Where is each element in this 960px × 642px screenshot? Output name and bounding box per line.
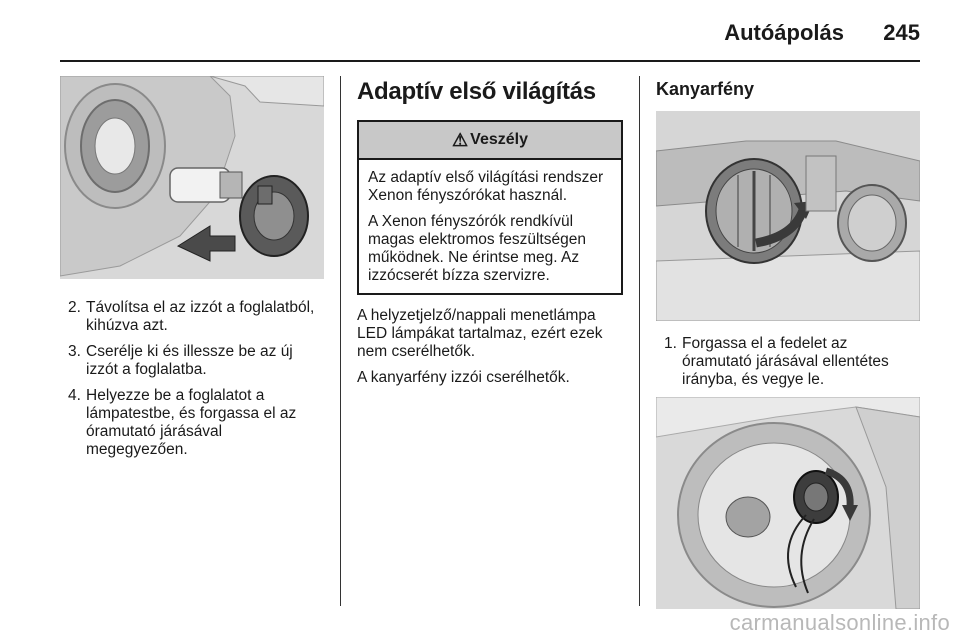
column-middle <box>357 76 623 395</box>
section-title: Autóápolás <box>724 20 844 45</box>
list-item: 1. Forgassa el a fedelet az óramutató járásával ellentétes irányba, és vegye le. <box>664 335 889 388</box>
cornering-light-bulb-illustration <box>656 397 920 609</box>
header-rule <box>60 60 920 62</box>
warning-body <box>359 160 621 293</box>
warning-label: Veszély <box>470 131 528 148</box>
section-heading: Adaptív első világítás <box>357 78 596 105</box>
watermark: carmanualsonline.info <box>729 610 950 635</box>
warning-box <box>357 120 623 295</box>
page-number: 245 <box>883 20 920 45</box>
column-right <box>656 76 920 609</box>
warning-paragraph: A Xenon fényszórók rendkívül magas elektromos feszültségen működnek. Ne érintse meg. Az izzócserét bízza szervizre. <box>368 213 586 284</box>
paragraph: A helyzetjelző/nappali menetlámpa LED lámpákat tartalmaz, ezért ezek nem cserélhetők. <box>357 307 603 360</box>
column-left <box>60 76 324 467</box>
warning-paragraph: Az adaptív első világítási rendszer Xenon fényszórókat használ. <box>368 169 604 204</box>
cornering-light-cover-illustration <box>656 111 920 321</box>
column-divider <box>340 76 341 606</box>
bulb-removal-illustration <box>60 76 324 279</box>
list-item: 3. Cserélje ki és illessze be az új izzót a foglalatba. <box>68 343 293 378</box>
column-divider <box>639 76 640 606</box>
page-header <box>0 0 960 64</box>
warning-triangle-icon: ⚠ <box>452 129 469 150</box>
subsection-heading: Kanyarfény <box>656 79 755 99</box>
body-text <box>357 307 623 387</box>
warning-header <box>359 122 621 160</box>
step-list <box>656 335 920 389</box>
step-list <box>60 299 324 459</box>
paragraph: A kanyarfény izzói cserélhetők. <box>357 369 570 386</box>
list-item: 2. Távolítsa el az izzót a foglalatból, kihúzva azt. <box>68 299 315 334</box>
list-item: 4. Helyezze be a foglalatot a lámpatestbe, és forgassa el az óramutató járásával megegyezően. <box>68 387 297 458</box>
